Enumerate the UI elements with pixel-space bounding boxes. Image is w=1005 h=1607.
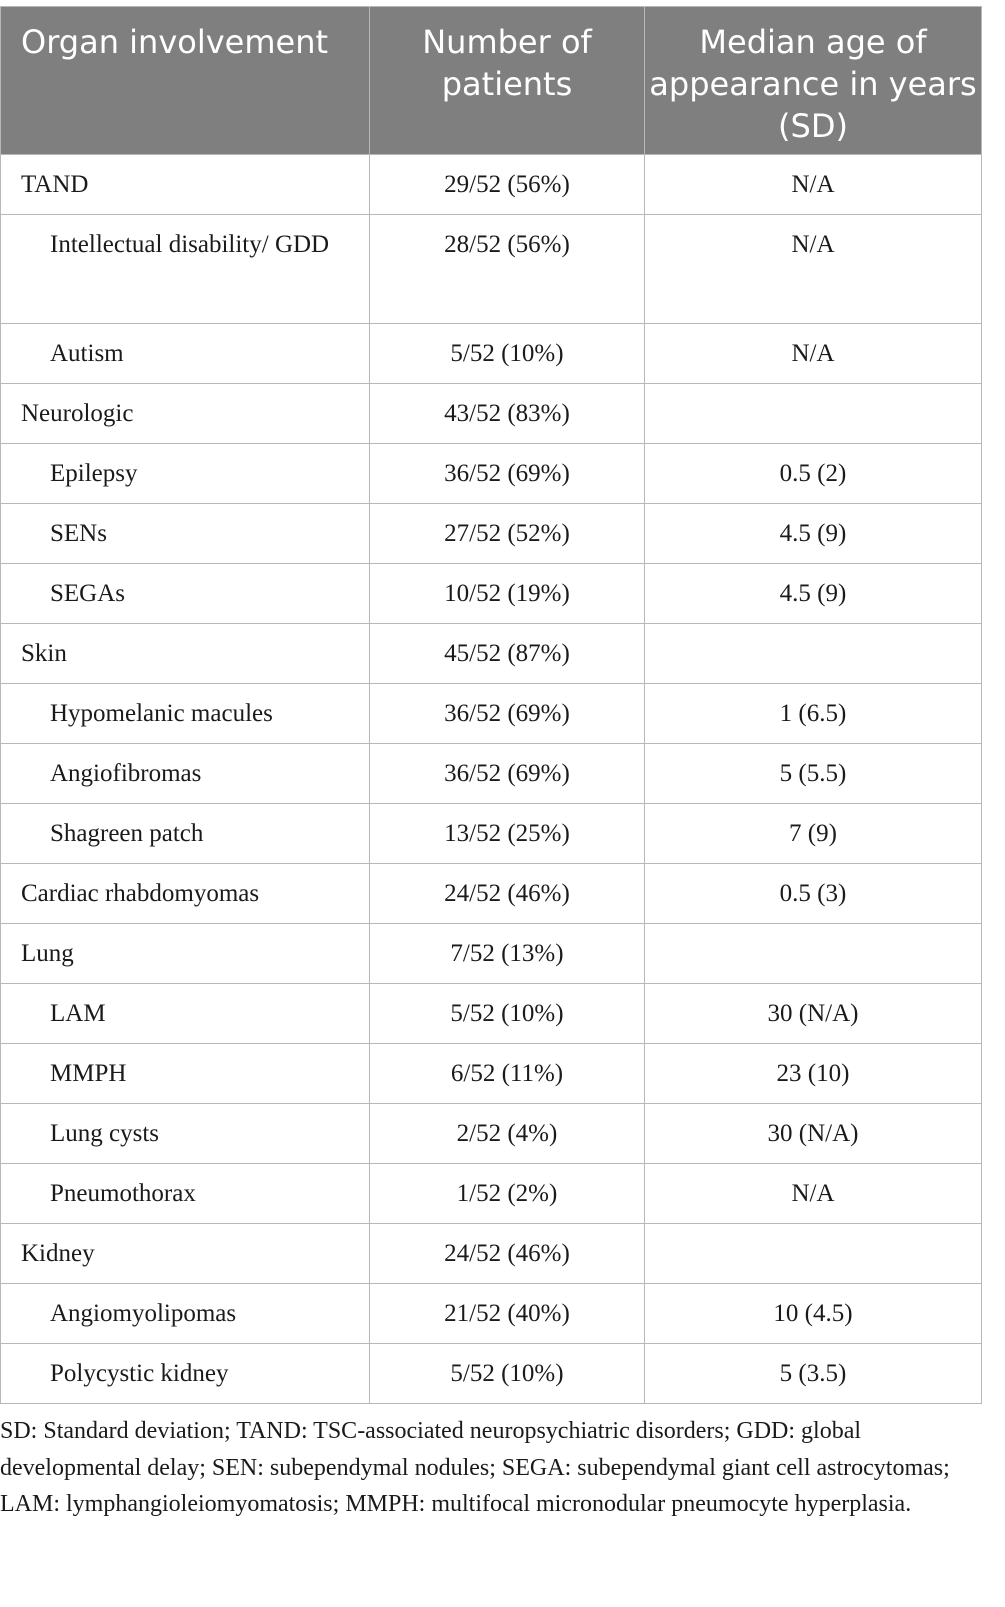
- table-header: [1, 7, 982, 155]
- cell-number-of-patients: 1/52 (2%): [370, 1164, 645, 1224]
- table-row: [1, 1344, 982, 1404]
- cell-number-of-patients: 5/52 (10%): [370, 1344, 645, 1404]
- cell-number-of-patients: 13/52 (25%): [370, 804, 645, 864]
- cell-organ: Epilepsy: [1, 444, 370, 504]
- cell-organ: Cardiac rhabdomyomas: [1, 864, 370, 924]
- cell-number-of-patients: 36/52 (69%): [370, 744, 645, 804]
- cell-number-of-patients: 7/52 (13%): [370, 924, 645, 984]
- table-row: [1, 744, 982, 804]
- cell-median-age: 10 (4.5): [645, 1284, 982, 1344]
- cell-median-age: 4.5 (9): [645, 564, 982, 624]
- cell-organ: MMPH: [1, 1044, 370, 1104]
- table-row: [1, 564, 982, 624]
- cell-organ: Hypomelanic macules: [1, 684, 370, 744]
- cell-organ: TAND: [1, 155, 370, 215]
- cell-median-age: 7 (9): [645, 804, 982, 864]
- table-row: [1, 864, 982, 924]
- cell-number-of-patients: 28/52 (56%): [370, 215, 645, 324]
- table-row: [1, 804, 982, 864]
- table-row: [1, 624, 982, 684]
- cell-median-age: 4.5 (9): [645, 504, 982, 564]
- cell-median-age: 30 (N/A): [645, 1104, 982, 1164]
- header-organ-involvement: Organ involvement: [1, 7, 370, 155]
- cell-number-of-patients: 5/52 (10%): [370, 984, 645, 1044]
- cell-median-age: 0.5 (2): [645, 444, 982, 504]
- table-row: [1, 215, 982, 324]
- table-row: [1, 324, 982, 384]
- cell-organ: Kidney: [1, 1224, 370, 1284]
- cell-number-of-patients: 21/52 (40%): [370, 1284, 645, 1344]
- cell-number-of-patients: 36/52 (69%): [370, 684, 645, 744]
- cell-organ: Pneumothorax: [1, 1164, 370, 1224]
- cell-organ: LAM: [1, 984, 370, 1044]
- cell-number-of-patients: 43/52 (83%): [370, 384, 645, 444]
- cell-organ: Angiofibromas: [1, 744, 370, 804]
- header-row: [1, 7, 982, 155]
- cell-number-of-patients: 27/52 (52%): [370, 504, 645, 564]
- cell-organ: Polycystic kidney: [1, 1344, 370, 1404]
- cell-median-age: 1 (6.5): [645, 684, 982, 744]
- cell-median-age: [645, 924, 982, 984]
- cell-organ: Lung cysts: [1, 1104, 370, 1164]
- organ-involvement-table-container: [0, 6, 981, 1404]
- table-row: [1, 1284, 982, 1344]
- cell-median-age: 0.5 (3): [645, 864, 982, 924]
- header-median-age: Median age of appearance in years (SD): [645, 7, 982, 155]
- cell-number-of-patients: 36/52 (69%): [370, 444, 645, 504]
- cell-organ: SEGAs: [1, 564, 370, 624]
- cell-median-age: 5 (3.5): [645, 1344, 982, 1404]
- cell-median-age: 5 (5.5): [645, 744, 982, 804]
- cell-median-age: N/A: [645, 1164, 982, 1224]
- table-row: [1, 504, 982, 564]
- table-row: [1, 924, 982, 984]
- cell-organ: Skin: [1, 624, 370, 684]
- cell-number-of-patients: 2/52 (4%): [370, 1104, 645, 1164]
- cell-median-age: N/A: [645, 215, 982, 324]
- table-row: [1, 444, 982, 504]
- cell-organ: Autism: [1, 324, 370, 384]
- cell-median-age: [645, 1224, 982, 1284]
- cell-median-age: N/A: [645, 324, 982, 384]
- cell-organ: Neurologic: [1, 384, 370, 444]
- cell-organ: Lung: [1, 924, 370, 984]
- table-row: [1, 1104, 982, 1164]
- cell-median-age: [645, 624, 982, 684]
- table-row: [1, 384, 982, 444]
- table-row: [1, 155, 982, 215]
- table-row: [1, 1044, 982, 1104]
- cell-median-age: 23 (10): [645, 1044, 982, 1104]
- cell-number-of-patients: 5/52 (10%): [370, 324, 645, 384]
- cell-median-age: 30 (N/A): [645, 984, 982, 1044]
- table-row: [1, 684, 982, 744]
- organ-involvement-table: [0, 6, 982, 1404]
- cell-organ: Shagreen patch: [1, 804, 370, 864]
- table-row: [1, 1164, 982, 1224]
- cell-organ: Angiomyolipomas: [1, 1284, 370, 1344]
- cell-number-of-patients: 10/52 (19%): [370, 564, 645, 624]
- cell-number-of-patients: 29/52 (56%): [370, 155, 645, 215]
- cell-median-age: [645, 384, 982, 444]
- cell-number-of-patients: 24/52 (46%): [370, 864, 645, 924]
- table-row: [1, 1224, 982, 1284]
- cell-number-of-patients: 45/52 (87%): [370, 624, 645, 684]
- cell-organ: SENs: [1, 504, 370, 564]
- cell-organ: Intellectual disability/ GDD: [1, 215, 370, 324]
- table-footnote: SD: Standard deviation; TAND: TSC-associated neuropsychiatric disorders; GDD: global developmental delay; SEN: subependymal nodules; SEGA: subependymal giant cell astrocytomas; LAM: lymphangioleiomyomatosis; MMPH: multifocal micronodular pneumocyte hyperplasia.: [0, 1418, 950, 1517]
- cell-number-of-patients: 24/52 (46%): [370, 1224, 645, 1284]
- table-body: [1, 155, 982, 1404]
- cell-median-age: N/A: [645, 155, 982, 215]
- table-row: [1, 984, 982, 1044]
- header-number-of-patients: Number of patients: [370, 7, 645, 155]
- cell-number-of-patients: 6/52 (11%): [370, 1044, 645, 1104]
